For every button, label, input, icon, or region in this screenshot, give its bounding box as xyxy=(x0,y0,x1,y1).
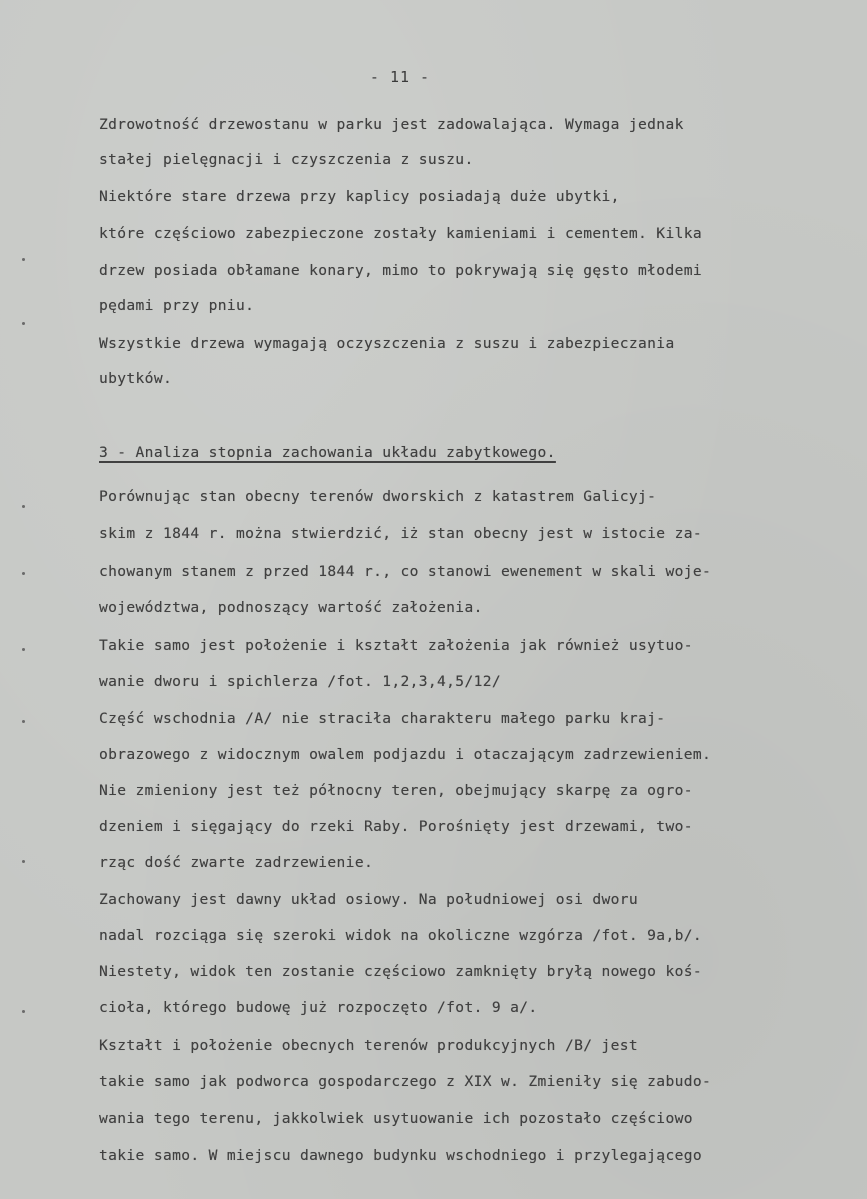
text-line: Wszystkie drzewa wymagają oczyszczenia z suszu i zabezpieczania xyxy=(99,335,675,352)
text-line: województwa, podnoszący wartość założenia. xyxy=(99,599,483,616)
margin-speck xyxy=(22,860,25,863)
text-line: nadal rozciąga się szeroki widok na okoliczne wzgórza /fot. 9a,b/. xyxy=(99,927,702,944)
text-line: Część wschodnia /A/ nie straciła charakteru małego parku kraj- xyxy=(99,710,666,727)
margin-speck xyxy=(22,258,25,261)
text-line: takie samo jak podworca gospodarczego z XIX w. Zmieniły się zabudo- xyxy=(99,1073,712,1090)
text-line: Porównując stan obecny terenów dworskich z katastrem Galicyj- xyxy=(99,488,657,505)
text-line: chowanym stanem z przed 1844 r., co stanowi ewenement w skali woje- xyxy=(99,563,712,580)
margin-speck xyxy=(22,322,25,325)
text-line: wanie dworu i spichlerza /fot. 1,2,3,4,5/12/ xyxy=(99,673,501,690)
text-line: cioła, którego budowę już rozpoczęto /fot. 9 a/. xyxy=(99,999,538,1016)
margin-speck xyxy=(22,572,25,575)
text-line: ubytków. xyxy=(99,370,173,387)
text-line: pędami przy pniu. xyxy=(99,297,255,314)
section-heading: 3 - Analiza stopnia zachowania układu zabytkowego. xyxy=(99,444,556,461)
text-line: wania tego terenu, jakkolwiek usytuowanie ich pozostało częściowo xyxy=(99,1110,693,1127)
text-line: skim z 1844 r. można stwierdzić, iż stan obecny jest w istocie za- xyxy=(99,525,702,542)
margin-speck xyxy=(22,720,25,723)
margin-speck xyxy=(22,648,25,651)
text-line: Niektóre stare drzewa przy kaplicy posiadają duże ubytki, xyxy=(99,188,620,205)
text-line: takie samo. W miejscu dawnego budynku wschodniego i przylegającego xyxy=(99,1147,702,1164)
text-line: obrazowego z widocznym owalem podjazdu i otaczającym zadrzewieniem. xyxy=(99,746,712,763)
text-line: Nie zmieniony jest też północny teren, obejmujący skarpę za ogro- xyxy=(99,782,693,799)
margin-speck xyxy=(22,505,25,508)
text-line: Kształt i położenie obecnych terenów produkcyjnych /B/ jest xyxy=(99,1037,639,1054)
text-line: Zachowany jest dawny układ osiowy. Na południowej osi dworu xyxy=(99,891,639,908)
text-line: które częściowo zabezpieczone zostały kamieniami i cementem. Kilka xyxy=(99,225,702,242)
text-line: stałej pielęgnacji i czyszczenia z suszu. xyxy=(99,151,474,168)
text-line: Zdrowotność drzewostanu w parku jest zadowalająca. Wymaga jednak xyxy=(99,116,684,133)
text-line: dzeniem i sięgający do rzeki Raby. Porośnięty jest drzewami, two- xyxy=(99,818,693,835)
text-line: Takie samo jest położenie i kształt założenia jak również usytuo- xyxy=(99,637,693,654)
text-line: Niestety, widok ten zostanie częściowo zamknięty bryłą nowego koś- xyxy=(99,963,702,980)
margin-speck xyxy=(22,1010,25,1013)
text-line: drzew posiada obłamane konary, mimo to pokrywają się gęsto młodemi xyxy=(99,262,702,279)
page-number: - 11 - xyxy=(369,68,431,86)
text-line: rząc dość zwarte zadrzewienie. xyxy=(99,854,374,871)
